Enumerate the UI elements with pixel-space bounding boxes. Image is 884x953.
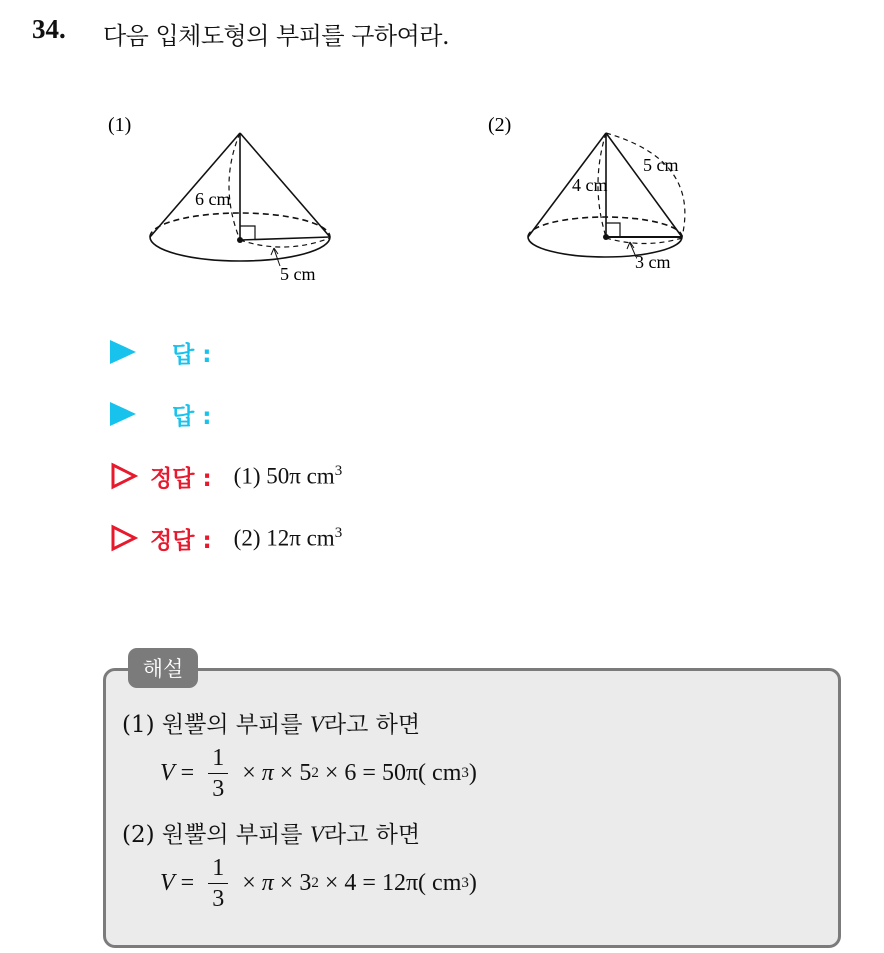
question-text: 다음 입체도형의 부피를 구하여라. bbox=[103, 22, 450, 50]
correct-label: 정답 : bbox=[150, 465, 212, 492]
answer-blank-1 bbox=[110, 334, 211, 370]
correct-label: 정답 : bbox=[150, 527, 212, 554]
figure-2-slant-label: 5 cm bbox=[643, 155, 679, 175]
figure-1-radius-label: 5 cm bbox=[280, 264, 316, 284]
solution-intro-2: (2) 원뿔의 부피를 V라고 하면 bbox=[122, 822, 421, 848]
answer-blank-2 bbox=[110, 396, 211, 432]
correct-value: (2) 12π $cm^3$ bbox=[233, 524, 343, 551]
correct-marker-icon bbox=[110, 462, 138, 490]
figure-cone-2 bbox=[480, 105, 710, 284]
figure-2-radius-label: 3 cm bbox=[635, 252, 671, 272]
figure-1-label: (1) bbox=[108, 114, 132, 136]
answer-marker-icon bbox=[110, 402, 136, 426]
correct-answer-2 bbox=[110, 520, 342, 556]
question-number: 34. bbox=[32, 14, 66, 44]
solution-equation-1: V = $\frac{1}{3}$ × π × 5 2 × 6 = 50π( cm 3 ) bbox=[160, 745, 477, 802]
figure-1-height-label: 6 cm bbox=[195, 189, 231, 209]
correct-answer-1 bbox=[110, 458, 342, 494]
figure-2-label: (2) bbox=[488, 114, 512, 136]
solution-intro-1: (1) 원뿔의 부피를 V라고 하면 bbox=[122, 712, 421, 738]
answer-label: 답 : bbox=[172, 403, 212, 430]
correct-value: (1) 50π $cm^3$ bbox=[233, 462, 343, 489]
solution-tab: 해설 bbox=[128, 648, 198, 688]
figure-cone-1 bbox=[100, 105, 340, 294]
answer-label: 답 : bbox=[172, 341, 212, 368]
figure-2-height-label: 4 cm bbox=[572, 175, 608, 195]
correct-marker-icon bbox=[110, 524, 138, 552]
answer-marker-icon bbox=[110, 340, 136, 364]
solution-equation-2: V = $\frac{1}{3}$ × π × 3 2 × 4 = 12π( cm 3 ) bbox=[160, 855, 477, 912]
